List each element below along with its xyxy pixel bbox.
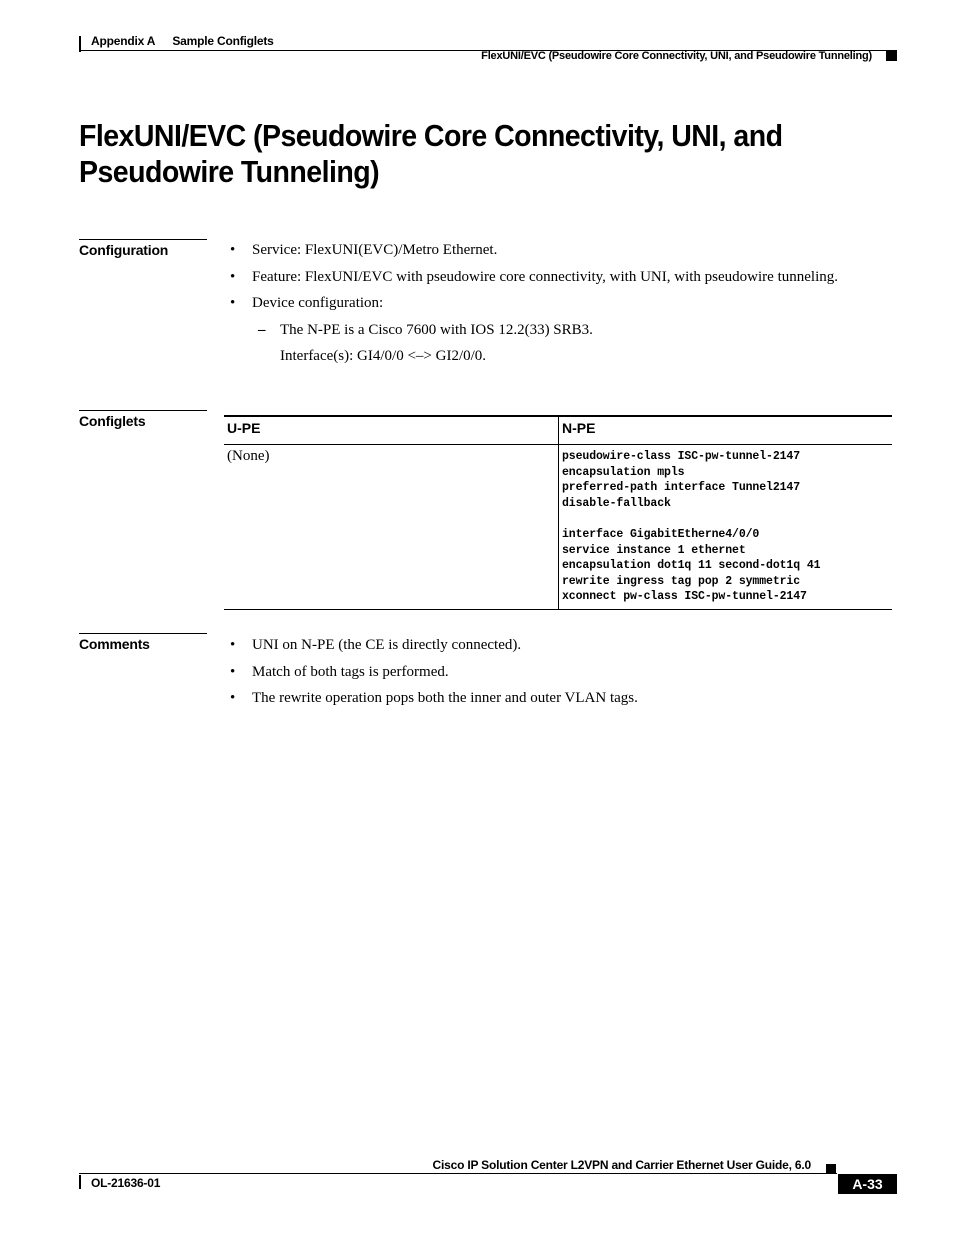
dash-marker: –: [258, 322, 266, 338]
column-header-upe: U-PE: [224, 416, 559, 445]
table-row: [224, 445, 892, 610]
header-breadcrumb: [91, 34, 288, 48]
code-line: encapsulation mpls: [562, 465, 685, 479]
footer-page-number: A-33: [838, 1174, 897, 1194]
code-line: [562, 511, 889, 527]
header-running-title: FlexUNI/EVC (Pseudowire Core Connectivity, UNI, and Pseudowire Tunneling): [481, 50, 872, 62]
code-line: xconnect pw-class ISC-pw-tunnel-2147: [562, 590, 807, 604]
code-line: pseudowire-class ISC-pw-tunnel-2147: [562, 450, 801, 463]
footer-rule: [79, 1173, 837, 1174]
code-line: rewrite ingress tag pop 2 symmetric: [562, 574, 801, 588]
list-item-text: UNI on N-PE (the CE is directly connected).: [252, 637, 522, 653]
npe-cell: [559, 445, 893, 610]
page-title-line1: FlexUNI/EVC (Pseudowire Core Connectivity, UNI, and: [79, 118, 783, 153]
list-item: • The rewrite operation pops both the inner and outer VLAN tags.: [230, 690, 638, 706]
sub-item-text: The N-PE is a Cisco 7600 with IOS 12.2(33) SRB3.: [280, 322, 593, 338]
list-item-text: Match of both tags is performed.: [252, 663, 449, 680]
page-title: [79, 118, 833, 190]
page-title-line2: Pseudowire Tunneling): [79, 154, 380, 189]
list-item: • UNI on N-PE (the CE is directly connected).: [230, 637, 522, 653]
upe-cell: (None): [224, 445, 559, 610]
code-line: disable-fallback: [562, 496, 671, 510]
configuration-bullets: [230, 241, 838, 321]
code-line: interface GigabitEtherne4/0/0: [562, 527, 760, 541]
list-item: • Service: FlexUNI(EVC)/Metro Ethernet.: [230, 242, 498, 258]
footer-left-bar: [79, 1175, 81, 1189]
comments-label: Comments: [79, 633, 207, 652]
configlets-table: [224, 415, 892, 610]
list-item-text: Device configuration:: [252, 295, 384, 311]
list-item-text: The rewrite operation pops both the inner and outer VLAN tags.: [252, 690, 638, 706]
list-item: • Feature: FlexUNI/EVC with pseudowire core connectivity, with UNI, with pseudowire tunneling.: [230, 268, 838, 285]
footer-guide-title: Cisco IP Solution Center L2VPN and Carrier Ethernet User Guide, 6.0: [432, 1158, 811, 1172]
list-item: • Device configuration:: [230, 295, 384, 311]
comments-bullets: [230, 636, 638, 716]
sub-item-cont-text: Interface(s): GI4/0/0 <–> GI2/0/0.: [280, 348, 487, 364]
header-appendix: Appendix A: [91, 34, 156, 48]
table-header-row: [224, 416, 892, 445]
code-line: service instance 1 ethernet: [562, 543, 746, 557]
list-item-text: Feature: FlexUNI/EVC with pseudowire core connectivity, with UNI, with pseudowire tunneling.: [252, 268, 838, 285]
configuration-label: Configuration: [79, 239, 207, 258]
footer-doc-number: OL-21636-01: [91, 1176, 161, 1190]
header-section: Sample Configlets: [172, 34, 274, 48]
configlets-label: Configlets: [79, 410, 207, 429]
list-item-text: Service: FlexUNI(EVC)/Metro Ethernet.: [252, 242, 498, 258]
column-header-npe: N-PE: [562, 420, 596, 436]
code-line: encapsulation dot1q 11 second-dot1q 41: [562, 559, 821, 573]
list-item: • Match of both tags is performed.: [230, 663, 449, 680]
header-marker: [886, 50, 897, 61]
code-line: preferred-path interface Tunnel2147: [562, 481, 801, 495]
